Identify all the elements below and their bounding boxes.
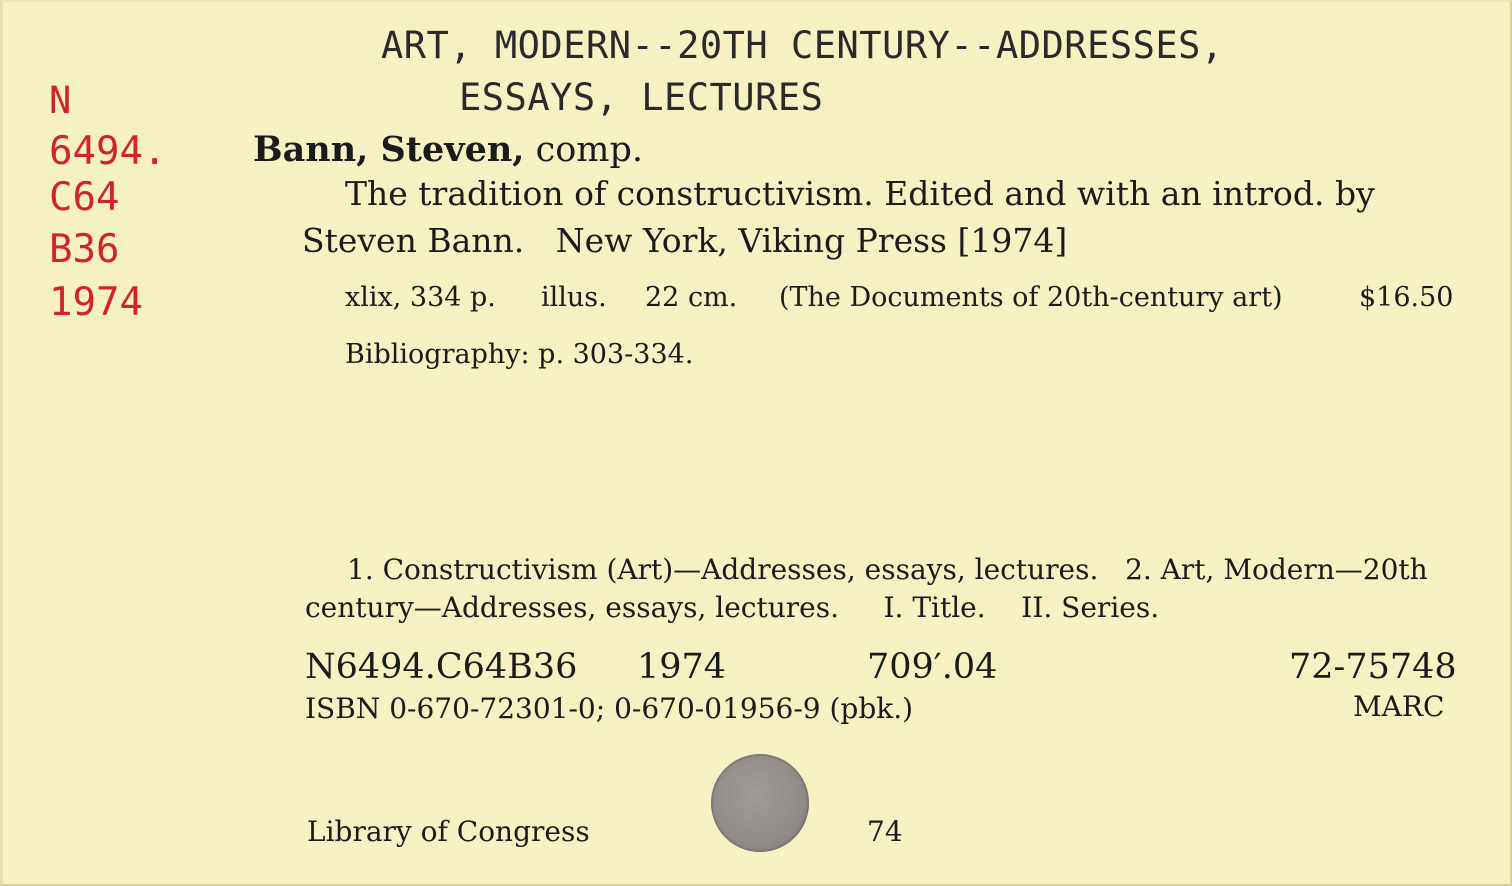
bibliography-note: Bibliography: p. 303-334. xyxy=(345,339,694,370)
subject-heading-line2: ESSAYS, LECTURES xyxy=(459,76,824,119)
title-line1: The tradition of constructivism. Edited and with an introd. by xyxy=(345,174,1375,213)
main-entry-relator: comp. xyxy=(535,130,644,170)
dewey-number: 709′.04 xyxy=(867,647,998,687)
main-entry xyxy=(253,129,643,170)
subject-heading-line1: ART, MODERN--20TH CENTURY--ADDRESSES, xyxy=(381,24,1224,67)
lccn: 72-75748 xyxy=(1289,647,1457,687)
collation-pages: xlix, 334 p. xyxy=(345,282,496,313)
tracings-line1: 1. Constructivism (Art)—Addresses, essays, lectures. 2. Art, Modern—20th xyxy=(347,553,1428,586)
main-entry-name: Bann, Steven, xyxy=(253,129,525,170)
price: $16.50 xyxy=(1359,282,1454,313)
imprint: Steven Bann. New York, Viking Press xyxy=(302,221,958,260)
call-number-class: N xyxy=(49,79,72,122)
print-code: 74 xyxy=(867,815,903,848)
imprint-date: [1974] xyxy=(957,221,1068,260)
series-statement: (The Documents of 20th-century art) xyxy=(779,282,1283,313)
class-year: 1974 xyxy=(637,647,727,687)
call-number-cutter1: C64 xyxy=(49,175,120,220)
call-number-number: 6494. xyxy=(49,129,167,174)
collation-illus: illus. xyxy=(541,282,607,313)
card-punch-hole xyxy=(711,754,809,852)
lc-class-number: N6494.C64B36 xyxy=(305,647,578,687)
call-number-year: 1974 xyxy=(49,280,143,325)
title-line2 xyxy=(302,221,1067,260)
marc-label: MARC xyxy=(1353,690,1445,723)
library-of-congress: Library of Congress xyxy=(307,815,590,848)
call-number-cutter2: B36 xyxy=(49,227,120,272)
collation-size: 22 cm. xyxy=(645,282,738,313)
isbn: ISBN 0-670-72301-0; 0-670-01956-9 (pbk.) xyxy=(305,692,914,725)
tracings-line2: century—Addresses, essays, lectures. I. Title. II. Series. xyxy=(305,591,1160,624)
